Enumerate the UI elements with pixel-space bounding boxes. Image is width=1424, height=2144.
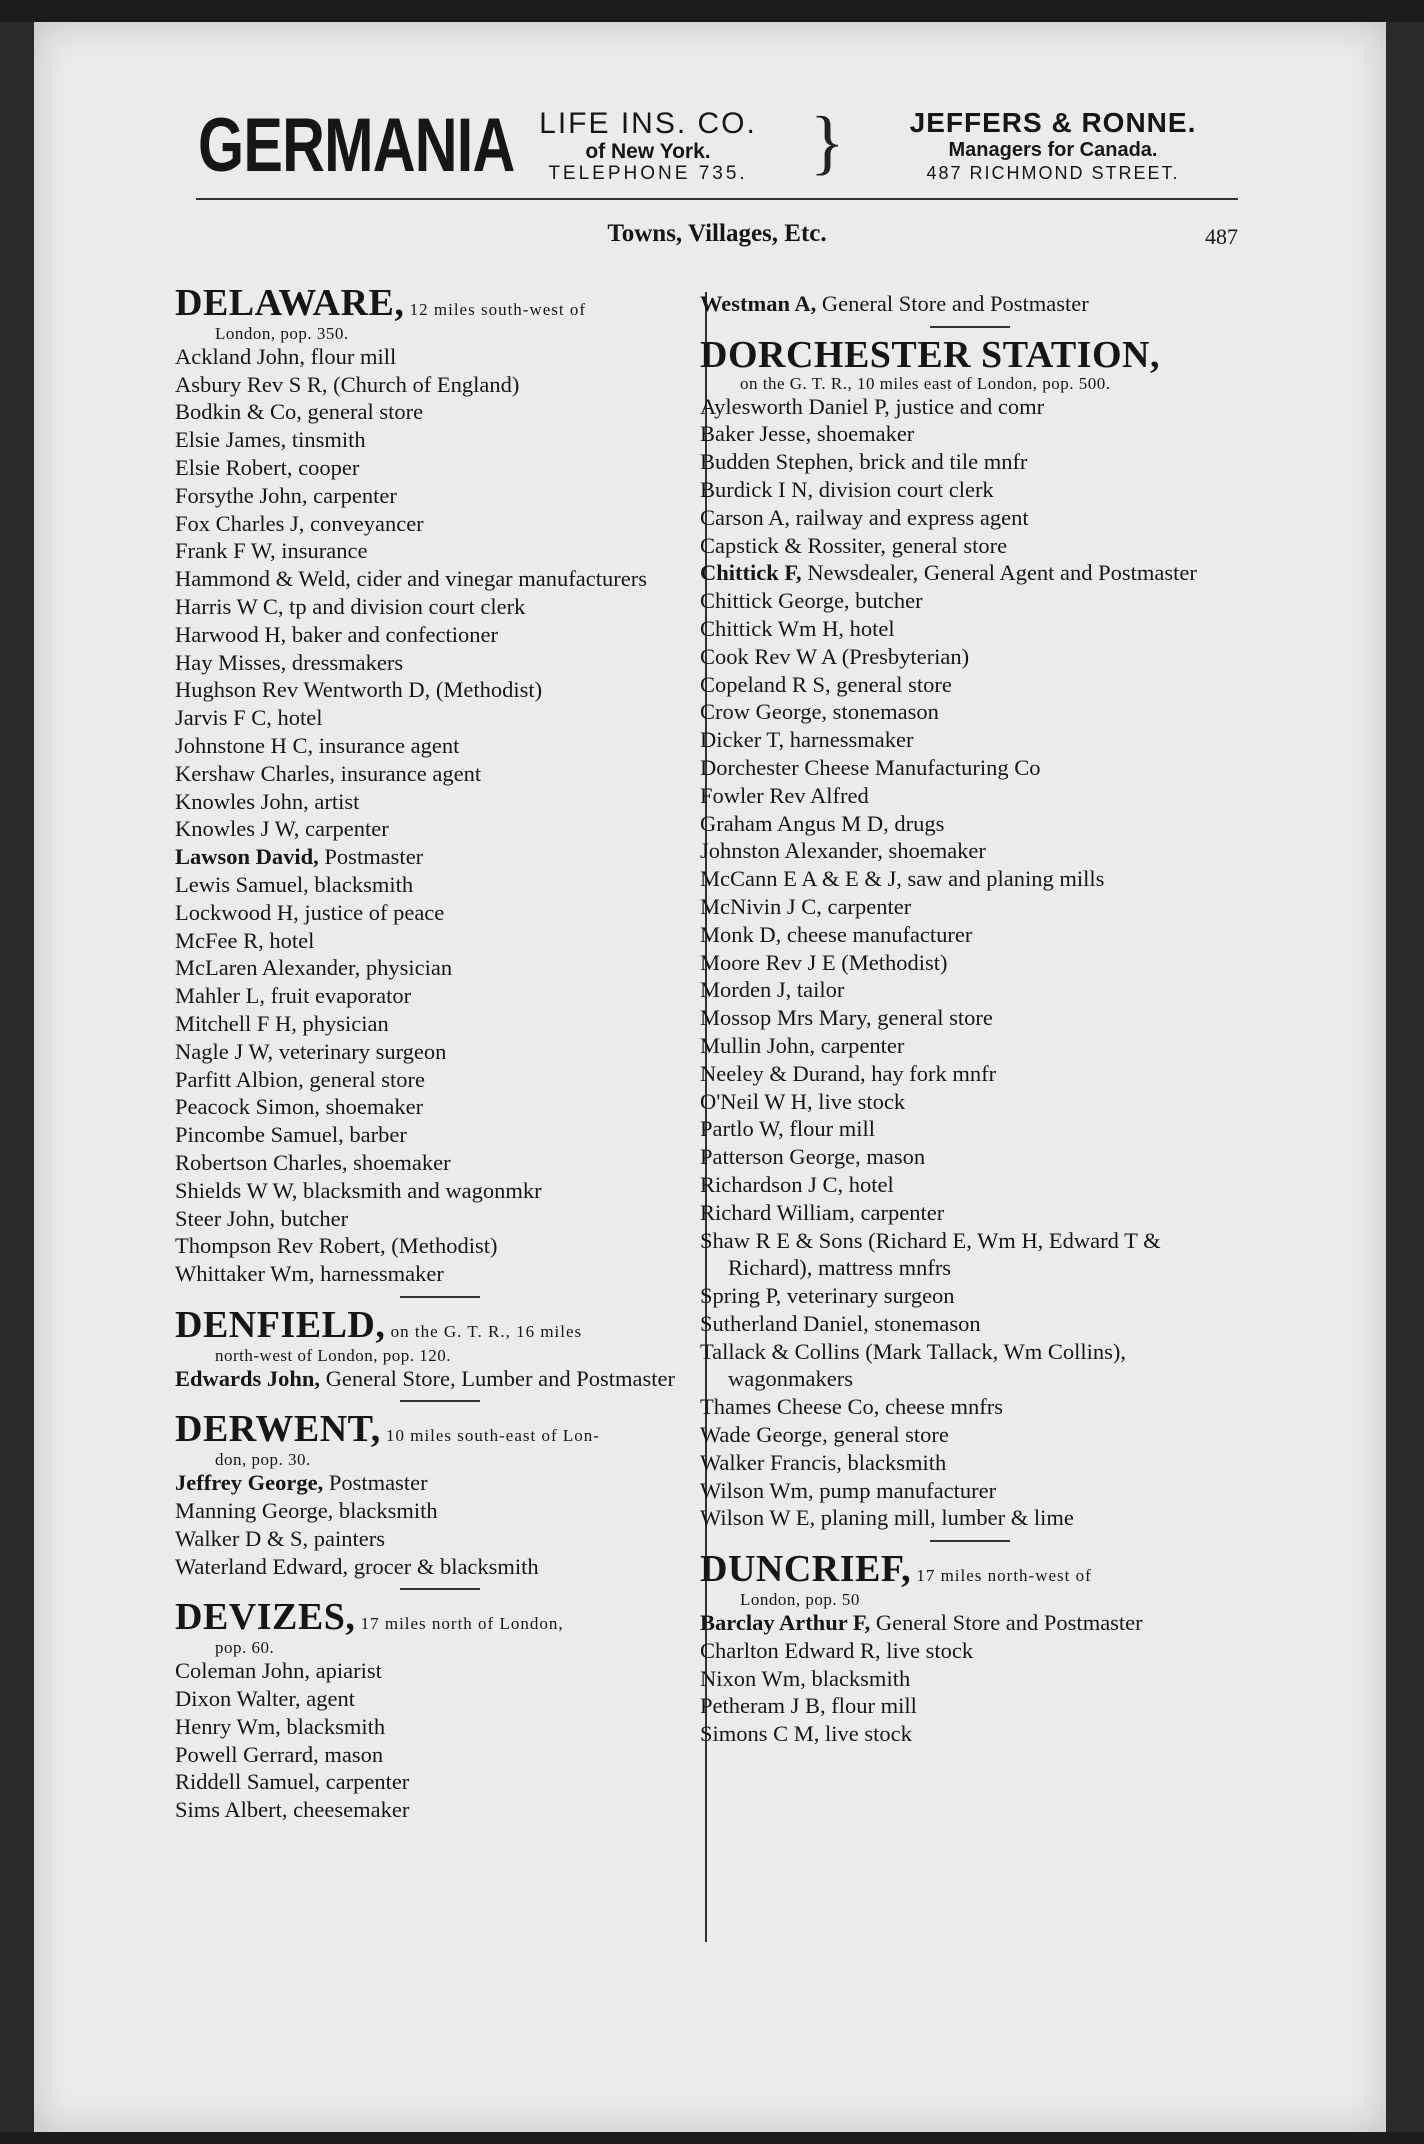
town-heading [175, 1596, 705, 1639]
directory-entry [700, 448, 1240, 476]
managers-address: 487 RICHMOND STREET. [926, 162, 1180, 183]
directory-entry [175, 1497, 705, 1525]
directory-entry [175, 565, 705, 593]
town-description-cont: north-west of London, pop. 120. [215, 1345, 452, 1365]
entry-detail: Thompson Rev Robert, (Methodist) [175, 1233, 498, 1259]
entry-detail: General Store and Postmaster [870, 1610, 1143, 1636]
entry-name: Chittick F, [700, 560, 802, 586]
directory-entry [175, 1553, 705, 1581]
entry-detail: Fox Charles J, conveyancer [175, 510, 424, 536]
town-description: 12 miles south-west of [404, 300, 587, 319]
directory-entry [175, 899, 705, 927]
directory-entry [700, 1143, 1240, 1171]
directory-entry [175, 398, 705, 426]
entry-detail: Patterson George, mason [700, 1144, 926, 1170]
entry-detail: Pincombe Samuel, barber [175, 1122, 407, 1148]
entry-detail: Nagle J W, veterinary surgeon [175, 1038, 447, 1064]
directory-entry [175, 1469, 705, 1497]
town-block [700, 1548, 1240, 1748]
entry-detail: Parfitt Albion, general store [175, 1066, 425, 1092]
directory-entry [175, 927, 705, 955]
entry-detail: Walker Francis, blacksmith [700, 1449, 947, 1475]
directory-entry [175, 1713, 705, 1741]
entry-detail: Cook Rev W A (Presbyterian) [700, 643, 970, 669]
town-description: on the G. T. R., 16 miles [385, 1321, 583, 1341]
entry-detail: McCann E A & E & J, saw and planing mills [700, 866, 1105, 892]
entry-detail: Mossop Mrs Mary, general store [700, 1005, 993, 1031]
directory-entry [175, 1066, 705, 1094]
directory-entry [700, 476, 1240, 504]
entry-detail: McFee R, hotel [175, 927, 315, 953]
brand-name: GERMANIA [198, 103, 515, 188]
managers-role: Managers for Canada. [948, 138, 1158, 161]
directory-entry [700, 1227, 1240, 1283]
entry-detail: Capstick & Rossiter, general store [700, 532, 1008, 558]
directory-entry [700, 504, 1240, 532]
entry-detail: Kershaw Charles, insurance agent [175, 760, 482, 786]
entry-detail: Monk D, cheese manufacturer [700, 921, 973, 947]
directory-entry [700, 837, 1240, 865]
directory-entry [700, 865, 1240, 893]
directory-entry [700, 587, 1240, 615]
directory-entry [700, 1421, 1240, 1449]
managers-info [848, 108, 1258, 184]
directory-entry [700, 1477, 1240, 1505]
directory-entry [700, 1310, 1240, 1338]
town-name: DELAWARE, [175, 282, 405, 324]
directory-entry [700, 1338, 1240, 1394]
entry-detail: Shaw R E & Sons (Richard E, Wm H, Edward T & Richard), mattress mnfrs [700, 1227, 1161, 1281]
entry-detail: Walker D & S, painters [175, 1525, 386, 1551]
left-column [175, 282, 705, 1824]
entry-detail: Bodkin & Co, general store [175, 399, 424, 425]
entry-name: Jeffrey George, [175, 1470, 324, 1496]
entry-detail: Postmaster [318, 844, 424, 870]
insurance-telephone: TELEPHONE 735. [548, 162, 748, 184]
entry-detail: Peacock Simon, shoemaker [175, 1094, 424, 1120]
town-name: DORCHESTER STATION, [700, 333, 1160, 376]
directory-entry [700, 1720, 1240, 1748]
directory-entry [175, 537, 705, 565]
directory-entry [700, 782, 1240, 810]
entry-detail: Coleman John, apiarist [175, 1658, 382, 1684]
directory-entry [175, 982, 705, 1010]
entry-detail: Simons C M, live stock [700, 1721, 912, 1747]
town-description: 10 miles south-east of Lon- [380, 1426, 600, 1446]
directory-entry [700, 1060, 1240, 1088]
town-description-cont: don, pop. 30. [215, 1450, 311, 1470]
entry-detail: Wade George, general store [700, 1422, 949, 1448]
directory-entry [175, 482, 705, 510]
entry-detail: Shields W W, blacksmith and wagonmkr [175, 1177, 542, 1203]
header-rule [196, 198, 1238, 200]
directory-entry [175, 593, 705, 621]
directory-entry [700, 559, 1240, 587]
directory-entry [700, 1282, 1240, 1310]
directory-entry [700, 698, 1240, 726]
page-number: 487 [1205, 224, 1238, 249]
town-heading [700, 333, 1240, 376]
entry-detail: Hay Misses, dressmakers [175, 649, 404, 675]
directory-entry [175, 343, 705, 371]
entry-name: Westman A, [700, 291, 817, 316]
scan-border-bottom [0, 2132, 1424, 2144]
directory-entry [175, 454, 705, 482]
entry-detail: Dixon Walter, agent [175, 1686, 355, 1712]
directory-entry [700, 643, 1240, 671]
entry-detail: General Store, Lumber and Postmaster [320, 1365, 675, 1391]
entry-detail: Lockwood H, justice of peace [175, 899, 445, 925]
entry-detail: Whittaker Wm, harnessmaker [175, 1261, 444, 1287]
directory-entry [700, 1004, 1240, 1032]
entry-detail: Manning George, blacksmith [175, 1498, 438, 1524]
entry-detail: Sutherland Daniel, stonemason [700, 1310, 981, 1336]
entry-detail: Nixon Wm, blacksmith [700, 1665, 911, 1691]
town-block [700, 333, 1240, 1532]
directory-entry [700, 671, 1240, 699]
directory-entry [175, 1260, 705, 1288]
directory-entry [700, 1609, 1240, 1637]
entry-detail: Johnston Alexander, shoemaker [700, 838, 986, 864]
entry-detail: Chittick Wm H, hotel [700, 615, 895, 641]
entry-detail: Fowler Rev Alfred [700, 782, 869, 808]
directory-entry [175, 1010, 705, 1038]
directory-entry [700, 1115, 1240, 1143]
right-column [700, 290, 1240, 1748]
entry-detail: Neeley & Durand, hay fork mnfr [700, 1060, 997, 1086]
directory-entry [175, 871, 705, 899]
directory-entry [175, 760, 705, 788]
directory-entry [700, 949, 1240, 977]
directory-entry [700, 420, 1240, 448]
town-description-cont: on the G. T. R., 10 miles east of London, pop. 500. [740, 373, 1111, 393]
town-block [175, 282, 705, 1288]
entry-name: Lawson David, [175, 844, 319, 870]
entry-detail: Petheram J B, flour mill [700, 1693, 917, 1719]
entry-detail: Lewis Samuel, blacksmith [175, 871, 414, 897]
directory-entry [175, 676, 705, 704]
entry-detail: Dorchester Cheese Manufacturing Co [700, 754, 1041, 780]
entry-detail: Burdick I N, division court clerk [700, 476, 994, 502]
directory-entry [175, 954, 705, 982]
brace-icon: } [810, 102, 845, 182]
directory-entry [175, 788, 705, 816]
entry-detail: Johnstone H C, insurance agent [175, 732, 460, 758]
directory-entry [700, 1032, 1240, 1060]
entry-name: Barclay Arthur F, [700, 1610, 871, 1636]
town-block [175, 1303, 705, 1393]
directory-entry [175, 1093, 705, 1121]
town-heading [175, 1408, 705, 1451]
entry-detail: Ackland John, flour mill [175, 343, 397, 369]
directory-entry [175, 426, 705, 454]
entry-detail: Wilson W E, planing mill, lumber & lime [700, 1505, 1074, 1531]
directory-entry [175, 1685, 705, 1713]
running-head [196, 220, 1238, 256]
directory-entry [700, 1504, 1240, 1532]
directory-entry [175, 1205, 705, 1233]
section-separator [930, 326, 1010, 328]
entry-detail: Richardson J C, hotel [700, 1171, 894, 1197]
directory-entry [175, 1657, 705, 1685]
section-separator [400, 1296, 480, 1298]
entry-detail: Knowles John, artist [175, 788, 360, 814]
town-description: 17 miles north-west of [911, 1566, 1092, 1586]
town-description-cont: London, pop. 350. [215, 323, 349, 343]
entry-detail: Newsdealer, General Agent and Postmaster [801, 560, 1197, 586]
town-block [175, 1408, 705, 1580]
town-description: 17 miles north of London, [355, 1614, 564, 1634]
directory-entry [175, 510, 705, 538]
entry-detail: Spring P, veterinary surgeon [700, 1283, 955, 1309]
entry-detail: Elsie Robert, cooper [175, 454, 360, 480]
entry-detail: Waterland Edward, grocer & blacksmith [175, 1553, 539, 1579]
scan-border-top [0, 0, 1424, 22]
entry-detail: Forsythe John, carpenter [175, 482, 397, 508]
entry-detail: Asbury Rev S R, (Church of England) [175, 371, 520, 397]
entry-detail: Chittick George, butcher [700, 588, 923, 614]
entry-detail: McLaren Alexander, physician [175, 955, 453, 981]
entry-detail: Steer John, butcher [175, 1205, 349, 1231]
entry-detail: Budden Stephen, brick and tile mnfr [700, 449, 1028, 475]
entry-detail: Postmaster [323, 1470, 428, 1496]
entry-detail: Dicker T, harnessmaker [700, 727, 914, 753]
directory-entry [700, 615, 1240, 643]
insurance-company: LIFE INS. CO. [539, 107, 757, 140]
directory-entry [700, 290, 1240, 318]
directory-entry [700, 1637, 1240, 1665]
directory-entry [700, 393, 1240, 421]
directory-entry [175, 843, 705, 871]
town-name: DERWENT, [175, 1408, 381, 1451]
section-separator [400, 1588, 480, 1590]
entry-detail: Knowles J W, carpenter [175, 816, 389, 842]
directory-entry [175, 704, 705, 732]
directory-entry [700, 1199, 1240, 1227]
entry-detail: Copeland R S, general store [700, 671, 952, 697]
town-name: DUNCRIEF, [700, 1548, 912, 1591]
directory-entry [175, 1365, 705, 1393]
entry-detail: Graham Angus M D, drugs [700, 810, 945, 836]
directory-entry [175, 1038, 705, 1066]
entry-detail: Mitchell F H, physician [175, 1010, 389, 1036]
directory-entry [175, 1149, 705, 1177]
entry-detail: O'Neil W H, live stock [700, 1088, 906, 1114]
insurance-info [488, 108, 808, 185]
entry-detail: General Store and Postmaster [816, 291, 1089, 316]
town-block [175, 1596, 705, 1824]
directory-entry [175, 1121, 705, 1149]
directory-entry [175, 815, 705, 843]
directory-entry [700, 726, 1240, 754]
entry-detail: Moore Rev J E (Methodist) [700, 949, 948, 975]
entry-detail: Frank F W, insurance [175, 538, 368, 564]
entry-detail: Hughson Rev Wentworth D, (Methodist) [175, 677, 543, 703]
directory-entry [700, 921, 1240, 949]
directory-entry [700, 532, 1240, 560]
directory-entry [700, 1665, 1240, 1693]
directory-entry [700, 1692, 1240, 1720]
directory-entry [700, 976, 1240, 1004]
entry-name: Edwards John, [175, 1365, 321, 1391]
entry-detail: McNivin J C, carpenter [700, 893, 912, 919]
directory-entry [700, 1171, 1240, 1199]
town-heading [700, 1548, 1240, 1591]
entry-detail: Tallack & Collins (Mark Tallack, Wm Collins), wagonmakers [700, 1338, 1126, 1392]
entry-detail: Richard William, carpenter [700, 1199, 945, 1225]
entry-detail: Powell Gerrard, mason [175, 1741, 384, 1767]
entry-detail: Elsie James, tinsmith [175, 427, 366, 453]
entry-detail: Baker Jesse, shoemaker [700, 421, 915, 447]
directory-entry [700, 754, 1240, 782]
entry-detail: Crow George, stonemason [700, 699, 939, 725]
directory-entry [175, 1741, 705, 1769]
directory-entry [175, 1177, 705, 1205]
entry-detail: Mullin John, carpenter [700, 1032, 905, 1058]
entry-detail: Harwood H, baker and confectioner [175, 621, 498, 647]
town-description-cont: London, pop. 50 [740, 1590, 860, 1610]
entry-detail: Thames Cheese Co, cheese mnfrs [700, 1394, 1004, 1420]
entry-detail: Carson A, railway and express agent [700, 504, 1029, 530]
directory-entry [175, 621, 705, 649]
town-description-cont: pop. 60. [215, 1638, 275, 1658]
entry-detail: Partlo W, flour mill [700, 1116, 876, 1142]
directory-entry [175, 1525, 705, 1553]
entry-detail: Aylesworth Daniel P, justice and comr [700, 393, 1045, 419]
section-title: Towns, Villages, Etc. [607, 220, 827, 247]
entry-detail: Charlton Edward R, live stock [700, 1637, 974, 1663]
entry-detail: Wilson Wm, pump manufacturer [700, 1477, 997, 1503]
directory-entry [175, 732, 705, 760]
town-name: DENFIELD, [175, 1303, 386, 1346]
entry-detail: Robertson Charles, shoemaker [175, 1149, 451, 1175]
directory-entry [700, 893, 1240, 921]
entry-detail: Harris W C, tp and division court clerk [175, 593, 526, 619]
entry-detail: Mahler L, fruit evaporator [175, 983, 412, 1009]
directory-entry [700, 1449, 1240, 1477]
directory-entry [700, 1088, 1240, 1116]
advertisement-header [158, 100, 1248, 192]
directory-entry [175, 1768, 705, 1796]
directory-entry [175, 371, 705, 399]
entry-detail: Morden J, tailor [700, 977, 845, 1003]
section-separator [400, 1400, 480, 1402]
directory-entry [700, 1393, 1240, 1421]
town-heading [175, 1303, 705, 1346]
directory-entry [175, 1232, 705, 1260]
entry-detail: Henry Wm, blacksmith [175, 1713, 386, 1739]
entry-detail: Riddell Samuel, carpenter [175, 1769, 410, 1795]
insurance-location: of New York. [585, 139, 711, 163]
directory-entry [175, 649, 705, 677]
entry-detail: Hammond & Weld, cider and vinegar manufacturers [175, 566, 647, 592]
directory-entry [700, 810, 1240, 838]
section-separator [930, 1540, 1010, 1542]
town-heading [175, 282, 705, 324]
entry-detail: Jarvis F C, hotel [175, 705, 323, 731]
directory-entry [175, 1796, 705, 1824]
entry-detail: Sims Albert, cheesemaker [175, 1797, 410, 1823]
town-name: DEVIZES, [175, 1596, 356, 1639]
managers-name: JEFFERS & RONNE. [909, 107, 1197, 138]
